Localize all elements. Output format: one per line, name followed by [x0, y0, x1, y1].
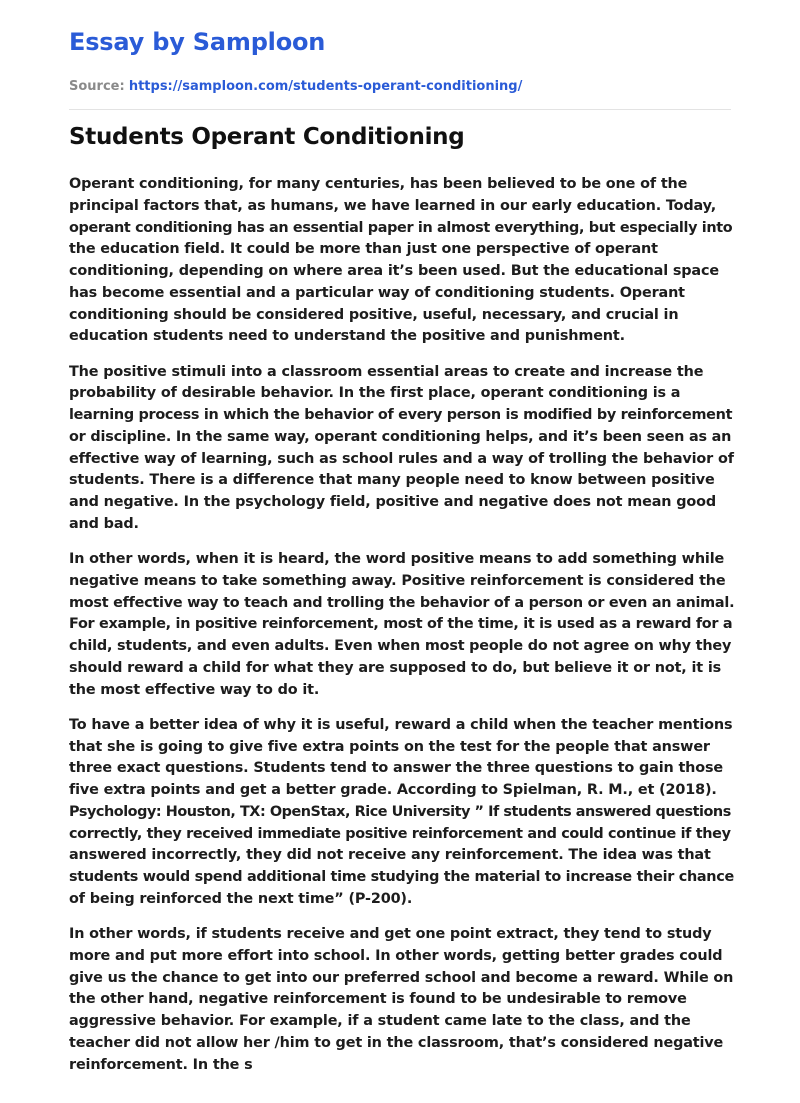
text-line: three exact questions. Students tend to answer the three questions to gain those [69, 760, 724, 777]
text-line: operant conditioning has an essential paper in almost everything, but especially into [69, 219, 733, 236]
paragraph [69, 549, 734, 701]
source-line [69, 79, 522, 94]
text-line: more and put more effort into school. In other words, getting better grades could [69, 947, 723, 964]
text-line: In other words, when it is heard, the word positive means to add something while [69, 551, 725, 567]
text-line: teacher did not allow her /him to get in the classroom, that’s considered negative [69, 1034, 724, 1051]
text-line: has become essential and a particular way of conditioning students. Operant [69, 284, 685, 301]
text-line: principal factors that, as humans, we have learned in our early education. Today, [69, 197, 717, 214]
text-line: most effective way to teach and trolling the behavior of a person or even an animal. [69, 594, 735, 611]
paragraph [69, 924, 734, 1076]
text-line: answered incorrectly, they did not receive any reinforcement. The idea was that [69, 847, 711, 864]
essay-body [69, 174, 734, 1090]
text-line: five extra points and get a better grade. According to Spielman, R. M., et (2018). [69, 782, 717, 798]
source-link[interactable]: https://samploon.com/students-operant-conditioning/ [128, 79, 523, 94]
text-line: In other words, if students receive and get one point extract, they tend to study [69, 926, 712, 942]
text-line: the education field. It could be more than just one perspective of operant [69, 241, 658, 258]
paragraph [69, 715, 734, 911]
header-divider [69, 109, 731, 110]
text-line: correctly, they received immediate positive reinforcement and could continue if they [69, 825, 731, 842]
text-line: effective way of learning, such as school rules and a way of trolling the behavior of [69, 450, 734, 467]
text-line: Operant conditioning, for many centuries, has been believed to be one of the [69, 176, 688, 192]
text-line: students. There is a difference that many people need to know between positive [69, 472, 715, 489]
text-line: that she is going to give five extra points on the test for the people that answer [69, 738, 710, 755]
text-line: of being reinforced the next time” (P-200). [69, 890, 413, 907]
essay-title: Students Operant Conditioning [69, 124, 465, 150]
site-brand[interactable]: Essay by Samploon [69, 28, 326, 56]
text-line: and negative. In the psychology field, positive and negative does not mean good [69, 494, 716, 510]
text-line: negative means to take something away. Positive reinforcement is considered the [69, 572, 726, 589]
text-line: For example, in positive reinforcement, most of the time, it is used as a reward for a [69, 616, 733, 633]
paragraph [69, 362, 734, 536]
text-line: give us the chance to get into our preferred school and become a reward. While on [69, 969, 734, 986]
text-line: students would spend additional time studying the material to increase their chance [69, 869, 734, 885]
text-line: The positive stimuli into a classroom essential areas to create and increase the [69, 363, 704, 380]
text-line: and bad. [69, 515, 139, 532]
text-line: reinforcement. In the s [69, 1056, 253, 1073]
text-line: or discipline. In the same way, operant conditioning helps, and it’s been seen as an [69, 428, 732, 445]
text-line: child, students, and even adults. Even when most people do not agree on why they [69, 638, 732, 654]
text-line: the most effective way to do it. [69, 681, 320, 698]
text-line: conditioning should be considered positive, useful, necessary, and crucial in [69, 306, 679, 323]
text-line: education students need to understand the positive and punishment. [69, 328, 625, 345]
text-line: learning process in which the behavior of every person is modified by reinforcement [69, 407, 733, 423]
text-line: probability of desirable behavior. In the first place, operant conditioning is a [69, 385, 681, 402]
text-line: To have a better idea of why it is useful, reward a child when the teacher mentions [69, 716, 733, 733]
text-line: Psychology: Houston, TX: OpenStax, Rice University ” If students answered questions [69, 803, 731, 820]
text-line: aggressive behavior. For example, if a student came late to the class, and the [69, 1013, 691, 1029]
paragraph [69, 174, 734, 348]
source-label: Source: [69, 79, 125, 94]
text-line: conditioning, depending on where area it’s been used. But the educational space [69, 263, 719, 279]
text-line: the other hand, negative reinforcement is found to be undesirable to remove [69, 991, 687, 1008]
text-line: should reward a child for what they are supposed to do, but believe it or not, it is [69, 659, 722, 676]
